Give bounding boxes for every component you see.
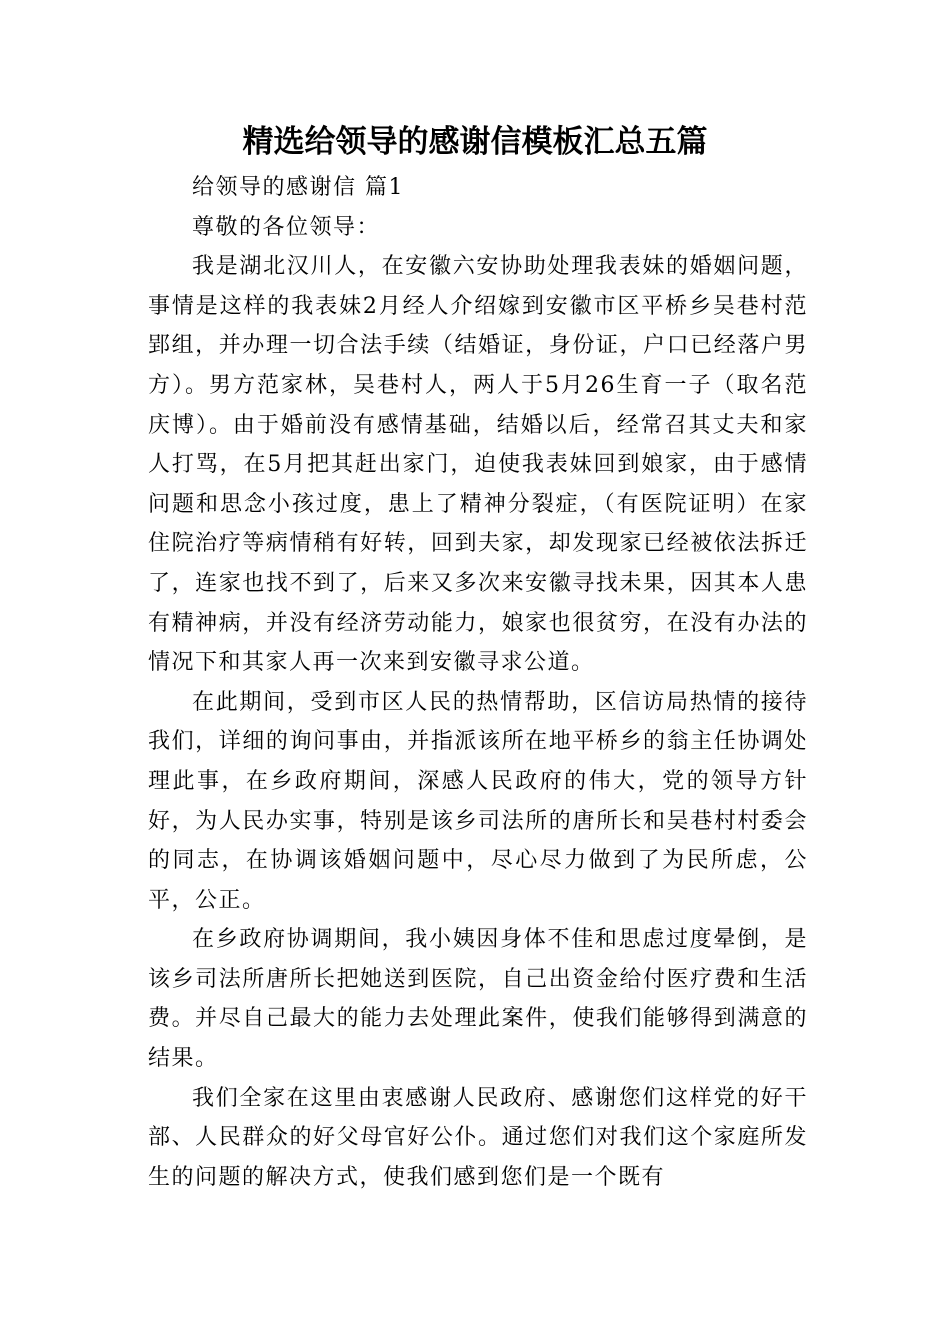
paragraph: 在此期间，受到市区人民的热情帮助，区信访局热情的接待我们，详细的询问事由，并指派该所在地平桥乡的翁主任协调处理此事，在乡政府期间，深感人民政府的伟大，党的领导方针好，为人民办实事，特别是该乡司法所的唐所长和吴巷村村委会的同志，在协调该婚姻问题中，尽心尽力做到了为民所虑，公平，公正。	[148, 689, 808, 913]
document-title: 精选给领导的感谢信模板汇总五篇	[242, 124, 708, 160]
section-heading: 给领导的感谢信 篇1	[192, 175, 404, 200]
paragraph: 我是湖北汉川人，在安徽六安协助处理我表妹的婚姻问题，事情是这样的我表妹2月经人介绍嫁到安徽市区平桥乡吴巷村范郢组，并办理一切合法手续（结婚证，身份证，户口已经落户男方）。男方范家林，吴巷村人，两人于5月26生育一子（取名范庆博）。由于婚前没有感情基础，结婚以后，经常召其丈夫和家人打骂，在5月把其赶出家门，迫使我表妹回到娘家，由于感情问题和思念小孩过度，患上了精神分裂症，（有医院证明）在家住院治疗等病情稍有好转，回到夫家，却发现家已经被依法拆迁了，连家也找不到了，后来又多次来安徽寻找未果，因其本人患有精神病，并没有经济劳动能力，娘家也很贫穷，在没有办法的情况下和其家人再一次来到安徽寻求公道。	[148, 254, 808, 676]
document-body	[148, 168, 808, 1197]
salutation: 尊敬的各位领导：	[192, 214, 381, 240]
paragraph: 我们全家在这里由衷感谢人民政府、感谢您们这样党的好干部、人民群众的好父母官好公仆。通过您们对我们这个家庭所发生的问题的解决方式，使我们感到您们是一个既有	[148, 1085, 808, 1190]
paragraph: 在乡政府协调期间，我小姨因身体不佳和思虑过度晕倒，是该乡司法所唐所长把她送到医院，自己出资金给付医疗费和生活费。并尽自己最大的能力去处理此案件，使我们能够得到满意的结果。	[148, 927, 808, 1072]
